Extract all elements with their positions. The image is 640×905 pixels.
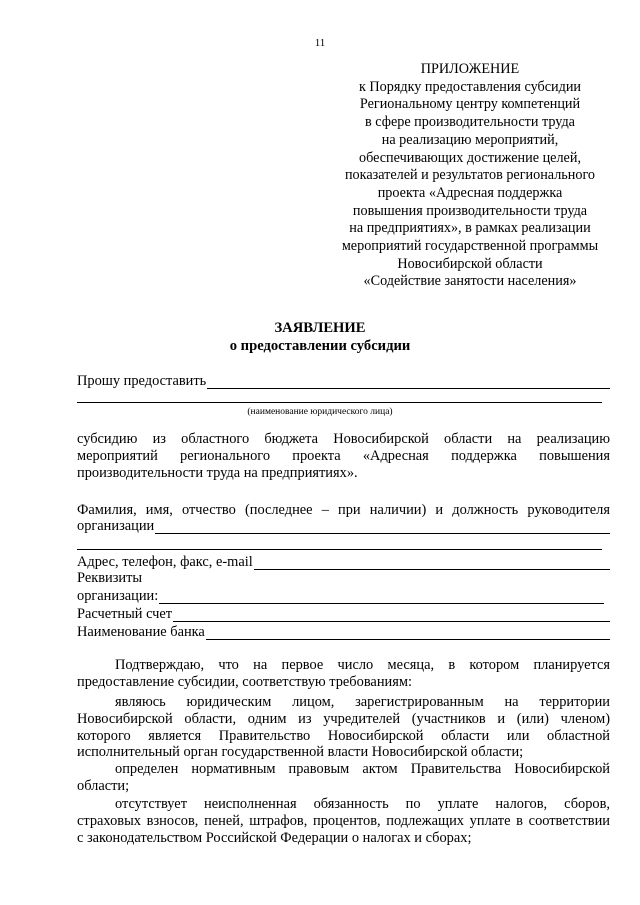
requirement-2: [77, 761, 610, 795]
address-row: [77, 552, 610, 570]
org-label: организации: [77, 518, 155, 534]
org-head-fill-line: [155, 521, 610, 534]
head-line-1: Фамилия, имя, отчество (последнее – при наличии) и должность руководителя: [77, 502, 610, 518]
item1-line-1: являюсь юридическим лицом, зарегистрированным на территории: [115, 694, 610, 710]
subsidy-line-3: производительности труда на предприятиях».: [77, 464, 358, 481]
item1-line-3: которого является Правительство Новосибирской области или областной: [77, 727, 610, 744]
item2-line-1: определен нормативным правовым актом Правительства Новосибирской: [115, 761, 610, 777]
requisites-fill-line: [159, 591, 604, 604]
account-row: [77, 604, 610, 622]
request-fill-line: [207, 376, 610, 389]
appendix-line-9: повышения производительности труда: [352, 202, 588, 219]
address-label: Адрес, телефон, факс, e-mail: [77, 554, 253, 570]
org-name-fill-line: [77, 402, 602, 403]
appendix-line-8: проекта «Адресная поддержка: [377, 184, 563, 201]
appendix-line-4: в сфере производительности труда: [365, 114, 575, 131]
appendix-line-5: на реализацию мероприятий,: [381, 131, 559, 148]
item3-line-1: отсутствует неисполненная обязанность по уплате налогов, сборов,: [115, 796, 610, 812]
subsidy-line-1: субсидию из областного бюджета Новосибирской области на реализацию: [77, 431, 610, 447]
appendix-header: [330, 61, 610, 291]
appendix-line-6: обеспечивающих достижение целей,: [358, 149, 581, 166]
appendix-line-3: Региональному центру компетенций: [359, 96, 581, 113]
requisites-label: Реквизиты: [77, 570, 143, 586]
item3-line-3: с законодательством Российской Федерации о налогах и сборах;: [77, 829, 472, 846]
title-line-1: ЗАЯВЛЕНИЕ: [274, 320, 366, 336]
page-number: 11: [314, 37, 326, 49]
requirement-1: [77, 694, 610, 761]
org-head-row: [77, 516, 610, 534]
item1-line-2: Новосибирской области, одним из учредителей (участников и (или) членом): [77, 710, 610, 727]
appendix-line-1: ПРИЛОЖЕНИЕ: [420, 61, 520, 77]
document-title: [0, 320, 640, 355]
bank-label: Наименование банка: [77, 624, 205, 640]
confirm-intro: [77, 657, 610, 691]
bank-fill-line: [206, 627, 610, 640]
appendix-line-10: на предприятиях», в рамках реализации: [349, 220, 591, 237]
intro-line-2: предоставление субсидии, соответствую требованиям:: [77, 673, 412, 690]
item3-line-2: страховых взносов, пеней, штрафов, процентов, подлежащих уплате в соответствии: [77, 812, 610, 829]
requisites-row: [77, 586, 604, 604]
appendix-line-2: к Порядку предоставления субсидии: [358, 78, 582, 95]
address-fill-line: [254, 557, 610, 570]
requirement-3: [77, 796, 610, 846]
request-row: [77, 371, 610, 389]
appendix-line-12: Новосибирской области: [397, 255, 543, 272]
org-name-caption: (наименование юридического лица): [247, 407, 393, 417]
item1-line-4: исполнительный орган государственной власти Новосибирской области;: [77, 744, 524, 761]
intro-line-1: Подтверждаю, что на первое число месяца, в котором планируется: [115, 657, 610, 673]
appendix-line-7: показателей и результатов регионального: [344, 167, 596, 184]
bank-row: [77, 622, 610, 640]
item2-line-2: области;: [77, 777, 130, 794]
account-label: Расчетный счет: [77, 606, 173, 622]
account-fill-line: [173, 609, 610, 622]
title-line-2: о предоставлении субсидии: [229, 337, 411, 354]
requisites-org-label: организации:: [77, 588, 159, 604]
subsidy-line-2: мероприятий регионального проекта «Адресная поддержка повышения: [77, 447, 610, 464]
appendix-line-13: «Содействие занятости населения»: [363, 273, 577, 290]
subsidy-paragraph: [77, 431, 610, 481]
org-head-fill-line-2: [77, 549, 602, 550]
request-label: Прошу предоставить: [77, 373, 207, 389]
appendix-line-11: мероприятий государственной программы: [341, 238, 599, 255]
